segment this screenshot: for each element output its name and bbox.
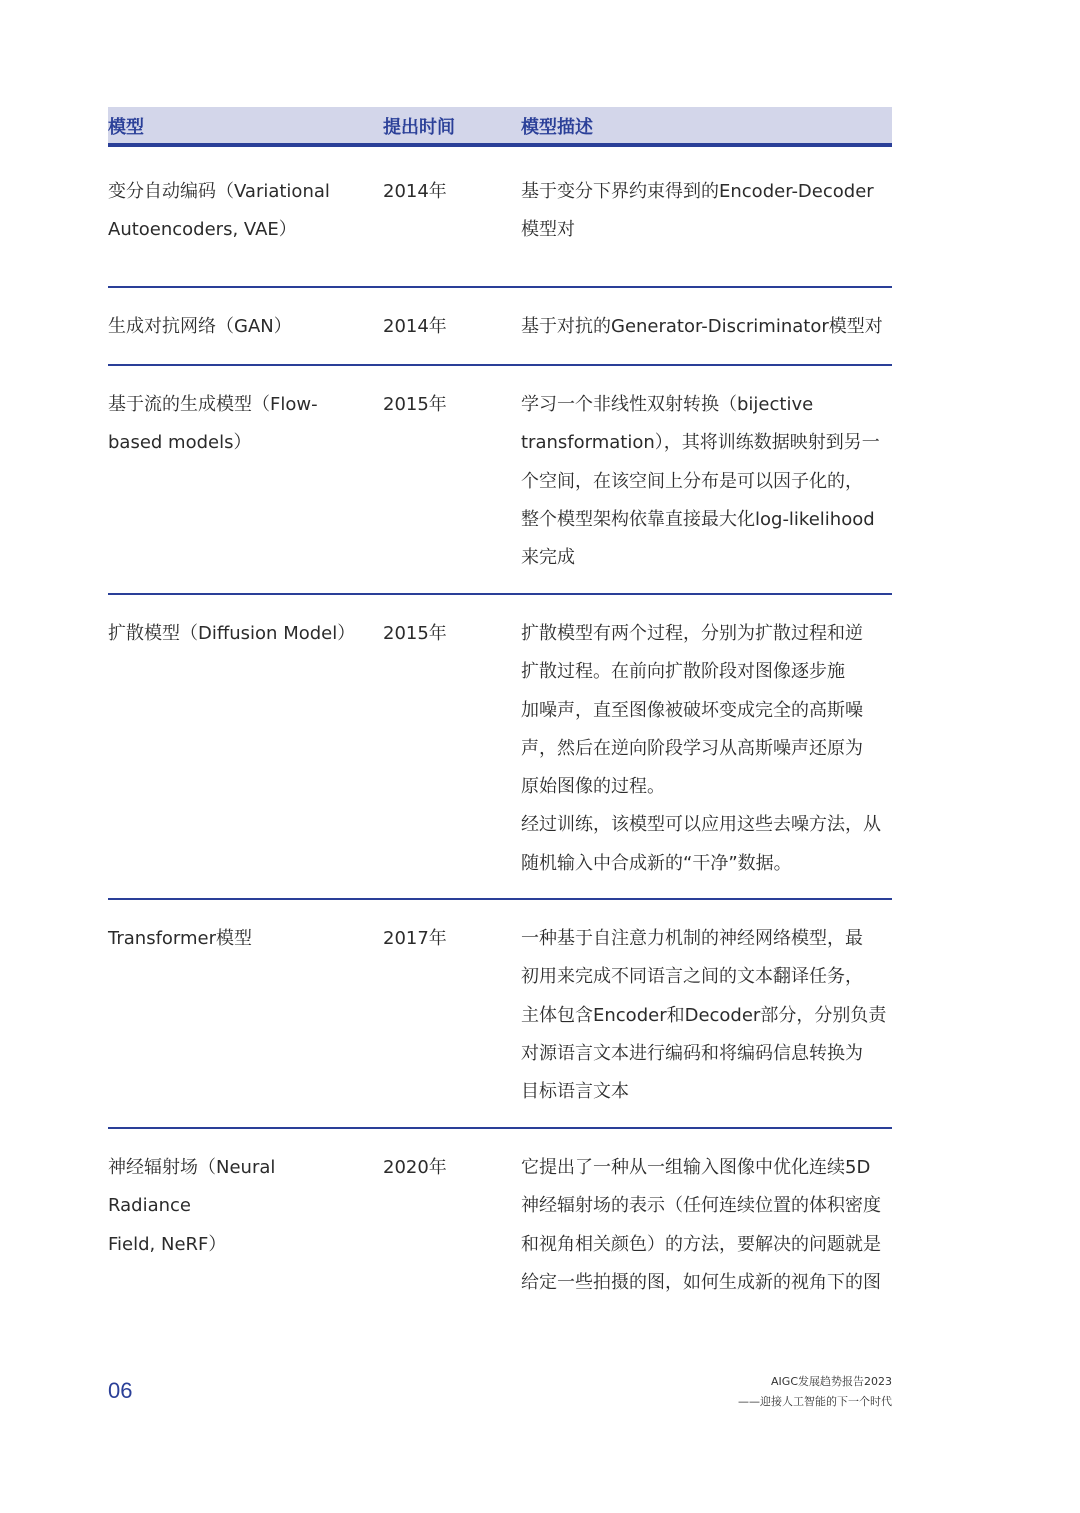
model-name: 神经辐射场（Neural Radiance Field, NeRF） <box>108 1157 276 1255</box>
report-title-line2: ——迎接人工智能的下一个时代 <box>738 1395 892 1408</box>
model-description: 扩散模型有两个过程，分别为扩散过程和逆 扩散过程。在前向扩散阶段对图像逐步施 加噪声，直至图像被破坏变成完全的高斯噪 声，然后在逆向阶段学习从高斯噪声还原为 原始图像的过程。 经过训练，该模型可以应用这些去噪方法，从 随机输入中合成新的“干净”数据。 <box>521 623 881 874</box>
model-year: 2017年 <box>383 928 447 949</box>
model-year: 2014年 <box>383 181 447 202</box>
model-description: 学习一个非线性双射转换（bijective transformation），其将训练数据映射到另一 个空间，在该空间上分布是可以因子化的， 整个模型架构依靠直接最大化log-likelihood 来完成 <box>521 394 880 569</box>
table-header <box>108 107 892 147</box>
table-row <box>108 1129 892 1319</box>
report-title <box>738 1372 892 1412</box>
model-description: 一种基于自注意力机制的神经网络模型，最 初用来完成不同语言之间的文本翻译任务， 主体包含Encoder和Decoder部分，分别负责 对源语言文本进行编码和将编码信息转换为 目标语言文本 <box>521 928 887 1103</box>
model-description: 基于变分下界约束得到的Encoder-Decoder 模型对 <box>521 181 874 241</box>
header-description: 模型描述 <box>521 117 593 138</box>
model-year: 2020年 <box>383 1157 447 1178</box>
header-year: 提出时间 <box>383 117 455 138</box>
page-number: 06 <box>108 1378 133 1403</box>
table-row <box>108 173 892 288</box>
model-table <box>108 107 892 1319</box>
model-name: 基于流的生成模型（Flow- based models） <box>108 394 318 454</box>
model-name: 生成对抗网络（GAN） <box>108 316 292 337</box>
model-description: 基于对抗的Generator-Discriminator模型对 <box>521 316 883 337</box>
header-model: 模型 <box>108 117 144 138</box>
model-name: 变分自动编码（Variational Autoencoders, VAE） <box>108 181 330 241</box>
model-name: Transformer模型 <box>108 928 253 949</box>
model-year: 2015年 <box>383 394 447 415</box>
model-name: 扩散模型（Diffusion Model） <box>108 623 356 644</box>
report-title-line1: AIGC发展趋势报告2023 <box>771 1375 892 1388</box>
table-row <box>108 900 892 1129</box>
table-row <box>108 366 892 595</box>
model-description: 它提出了一种从一组输入图像中优化连续5D 神经辐射场的表示（任何连续位置的体积密度 和视角相关颜色）的方法，要解决的问题就是 给定一些拍摄的图，如何生成新的视角下的图 <box>521 1157 881 1293</box>
model-year: 2014年 <box>383 316 447 337</box>
table-row <box>108 595 892 900</box>
table-row <box>108 288 892 366</box>
model-year: 2015年 <box>383 623 447 644</box>
